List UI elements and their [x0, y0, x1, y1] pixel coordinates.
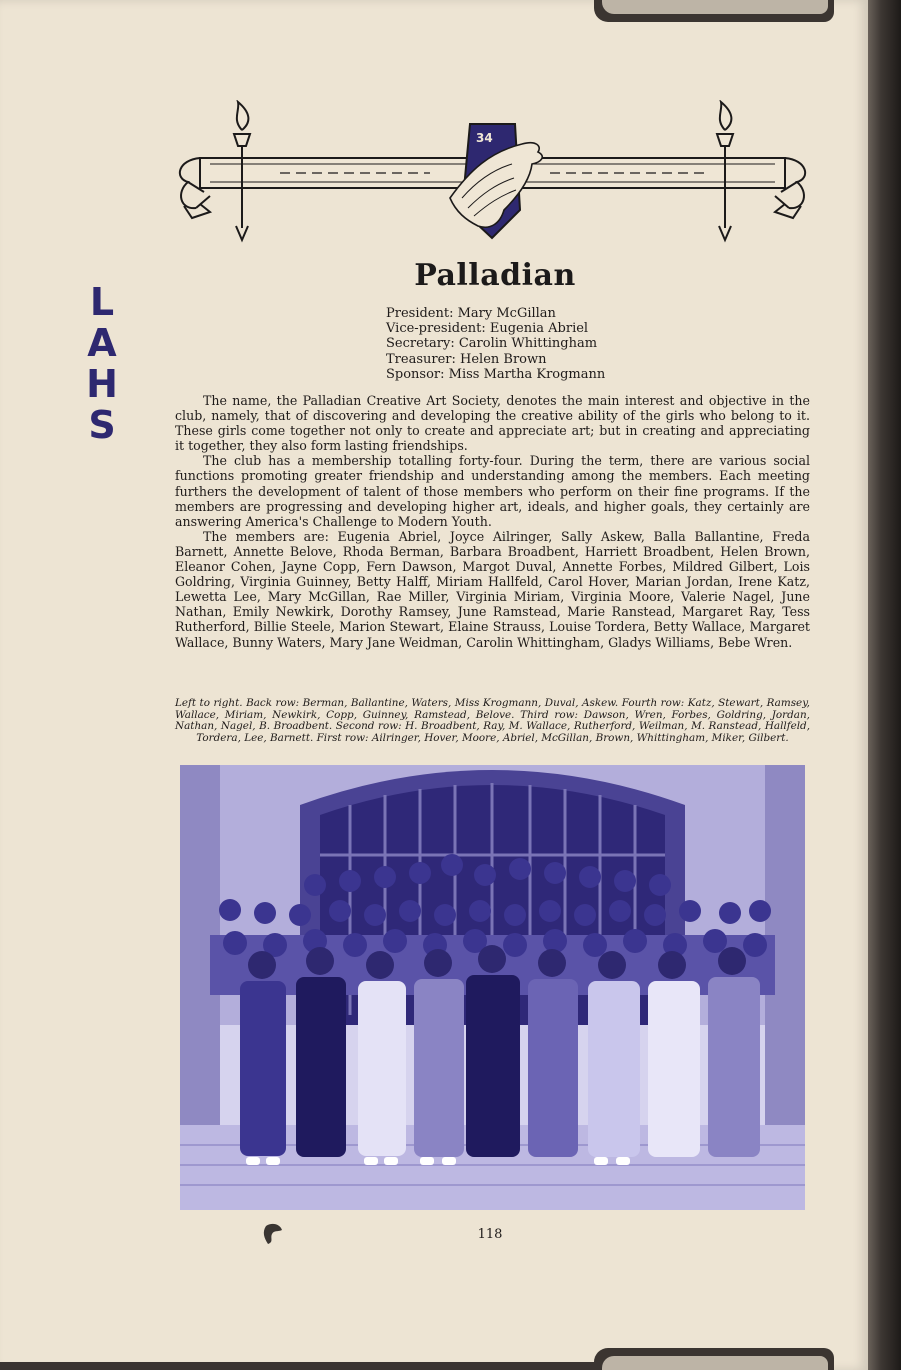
group-photo-illustration	[180, 765, 805, 1210]
side-letter: L	[89, 280, 115, 324]
page-title: Palladian	[414, 258, 576, 293]
officer-line: Secretary: Carolin Whittingham	[386, 336, 598, 352]
side-letter: S	[88, 403, 116, 447]
eagle-torch-emblem	[170, 100, 815, 250]
binding-tab-top-inner	[602, 0, 828, 14]
stamp-mark	[262, 1220, 284, 1246]
badge-text: 34	[476, 131, 493, 145]
page-bottom-edge	[0, 1362, 600, 1370]
officer-line: Treasurer: Helen Brown	[386, 351, 547, 367]
side-letters	[82, 282, 122, 446]
binding-tab-bottom-inner	[602, 1356, 828, 1370]
paragraph: The members are: Eugenia Abriel, Joyce Ailringer, Sally Askew, Balla Ballantine, Freda Barnett, Annette Belove, Rhoda Berman, Barbara Broadbent, Harriett Broadbent, Helen Brown, Eleanor Cohen, Jayne Copp, Fern Dawson, Margot Duval, Annette Forbes, Mildred Gilbert, Lois Goldring, Virginia Guinney, Betty Halff, Miriam Hallfeld, Carol Hover, Marian Jordan, Irene Katz, Lewetta Lee, Mary McGillan, Rae Miller, Virginia Miriam, Virginia Moore, Valerie Nagel, June Nathan, Emily Newkirk, Dorothy Ramsey, June Ramstead, Marie Ranstead, Margaret Ray, Tess Rutherford, Billie Steele, Marion Stewart, Elaine Strauss, Louise Tordera, Betty Wallace, Margaret Wallace, Bunny Waters, Mary Jane Weidman, Carolin Whittingham, Gladys Williams, Bebe Wren.	[175, 528, 810, 650]
paragraph: The name, the Palladian Creative Art Society, denotes the main interest and objective in the club, namely, that of discovering and developing the creative ability of the girls who belong to it. These girls come together not only to create and appreciate art; but in creating and appreciating it together, they also form lasting friendships.	[175, 393, 810, 454]
paragraph: The club has a membership totalling forty-four. During the term, there are various social functions promoting greater friendship and understanding among the members. Each meeting furthers the development of talent of those members who perform on their fine programs. If the members are progressing and developing higher art, ideals, and higher goals, they certainly are answering America's Challenge to Modern Youth.	[175, 453, 810, 529]
side-letter: H	[86, 362, 118, 406]
book-binding	[868, 0, 901, 1370]
officers-list	[386, 306, 706, 382]
officer-line: Vice-president: Eugenia Abriel	[386, 321, 589, 337]
side-letter: A	[87, 321, 117, 365]
officer-line: Sponsor: Miss Martha Krogmann	[386, 366, 606, 382]
club-description	[175, 393, 810, 650]
officer-line: President: Mary McGillan	[386, 306, 556, 321]
page-number: 118	[477, 1227, 503, 1242]
group-photo	[180, 765, 805, 1210]
photo-caption: Left to right. Back row: Berman, Ballantine, Waters, Miss Krogmann, Duval, Askew. Fourth row: Katz, Stewart, Ramsey, Wallace, Miriam, Newkirk, Copp, Guinney, Ramstead, Belove. Third row: Dawson, Wren, Forbes, Goldring, Jordan, Nathan, Nagel, B. Broadbent. Second row: H. Broadbent, Ray, M. Wallace, Rutherford, Weilman, M. Ranstead, Hallfeld, Tordera, Lee, Barnett. First row: Ailringer, Hover, Moore, Abriel, McGillan, Brown, Whittingham, Miker, Gilbert.	[175, 697, 810, 744]
